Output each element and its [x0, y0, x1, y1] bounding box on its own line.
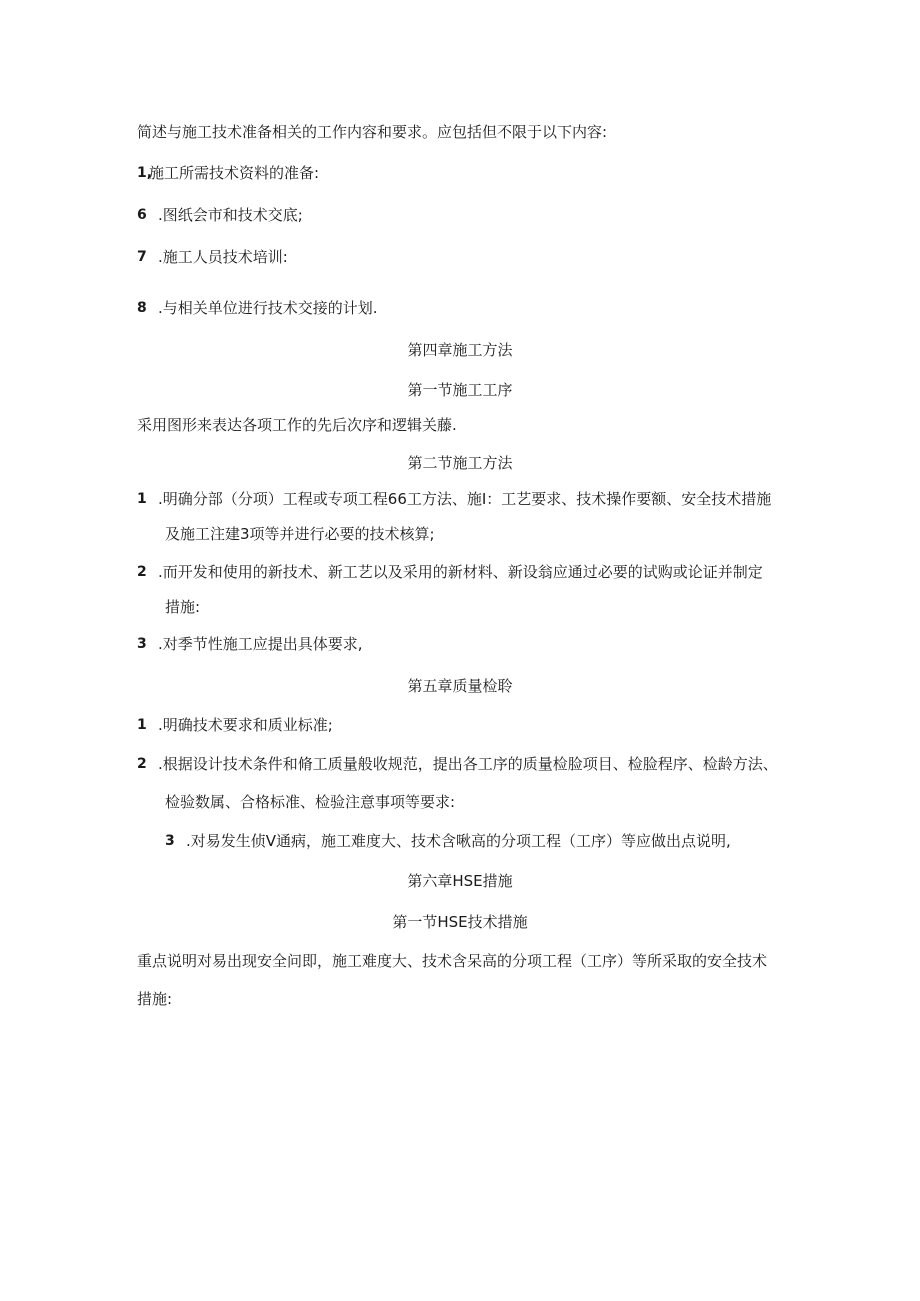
list-item-continuation: 检验数属、合格标准、检验注意事项等要求: [165, 793, 456, 811]
list-item-number: 3 [137, 636, 147, 652]
section-title: 第一节施工工序 [407, 381, 513, 399]
list-item-text: .与相关单位进行技术交接的计划. [158, 299, 378, 317]
list-item-text: 施工所需技术资料的准备: [149, 164, 320, 182]
list-item-number: 1 [137, 717, 147, 733]
list-item-number: 7 [137, 249, 147, 265]
list-item-number: 6 [137, 207, 147, 223]
section-title: 第一节HSE技术措施 [392, 913, 528, 931]
list-item-number: 3 [165, 833, 175, 849]
intro-text: 简述与施工技术准备相关的工作内容和要求。应包括但不限于以下内容: [137, 123, 608, 141]
list-item-text: .而开发和使用的新技术、新工艺以及采用的新材料、新设翁应通过必要的试购或论证并制定 [158, 563, 763, 581]
section-title: 第二节施工方法 [407, 454, 513, 472]
list-item-number: 2 [137, 564, 147, 580]
section-body: 采用图形来表达各项工作的先后次序和逻辑关藤. [137, 416, 457, 434]
list-item-text: .施工人员技术培训: [158, 248, 288, 266]
list-item-number: 1 [137, 491, 147, 507]
list-item-text: .明确分部（分项）工程或专项工程66工方法、施I：工艺要求、技术操作要额、安全技术措施 [158, 490, 772, 508]
chapter-title: 第五章质量检聆 [407, 677, 513, 695]
section-body: 重点说明对易出现安全问即，施工难度大、技术含呆高的分项工程（工序）等所采取的安全技术 [137, 952, 768, 970]
list-item-text: .根据设计技术条件和脩工质量般收规范，提出各工序的质量检脸项目、检脸程序、检龄方法、 [158, 755, 778, 773]
chapter-title: 第六章HSE措施 [407, 872, 513, 890]
chapter-title: 第四章施工方法 [407, 341, 513, 359]
list-item-text: .明确技术要求和质业标准; [158, 716, 333, 734]
list-item-number: 2 [137, 756, 147, 772]
list-item-continuation: 及施工注建3项等并进行必要的技术核算; [165, 525, 435, 543]
section-body-continuation: 措施: [137, 990, 173, 1008]
list-item-text: .对季节性施工应提出具体要求, [158, 635, 363, 653]
list-item-number: 8 [137, 300, 147, 316]
list-item-number: 1, [137, 165, 153, 181]
list-item-text: .图纸会市和技术交底; [158, 206, 303, 224]
list-item-text: .对易发生侦V通病，施工难度大、技术含啾高的分项工程（工序）等应做出点说明, [186, 832, 731, 850]
list-item-continuation: 措施: [165, 598, 201, 616]
